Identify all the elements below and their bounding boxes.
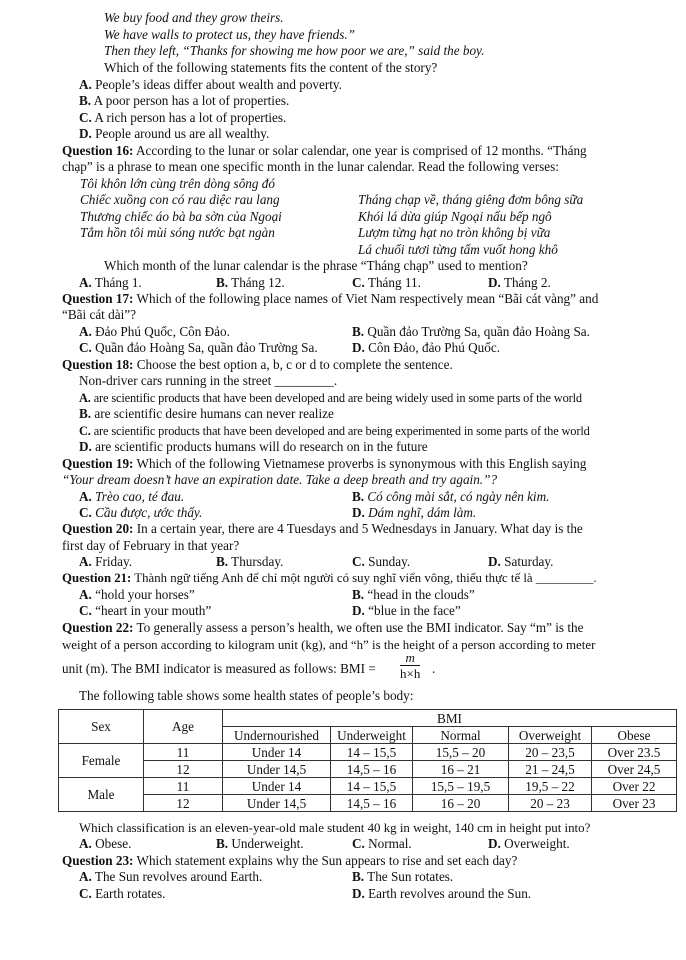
table-cell: 14 – 15,5: [331, 744, 413, 761]
table-cell: 16 – 21: [413, 761, 509, 778]
verse-left: Thương chiếc áo bà ba sờn của Ngoại: [80, 209, 282, 224]
verse-right: Lượm từng hạt no tròn không bị vữa: [358, 225, 551, 240]
table-cell: Over 23: [592, 795, 677, 812]
bmi-table: [58, 709, 677, 812]
table-cell: Under 14: [223, 778, 331, 795]
header-bmi: BMI: [223, 710, 677, 727]
table-row: [59, 778, 677, 795]
question-18-line1: Question 18: Choose the best option a, b, c or d to complete the sentence.: [62, 357, 453, 372]
table-cell: Under 14,5: [223, 795, 331, 812]
option-c[interactable]: C. Cầu được, ước thấy.: [79, 505, 203, 520]
table-cell: Over 23.5: [592, 744, 677, 761]
bmi-formula-fraction: [400, 650, 420, 681]
header-obese: Obese: [592, 727, 677, 744]
question-stem: Non-driver cars running in the street _________.: [79, 373, 338, 388]
question-label: Question 16:: [62, 143, 134, 158]
option-a[interactable]: A. “hold your horses”: [79, 587, 195, 602]
header-normal: Normal: [413, 727, 509, 744]
table-cell: 20 – 23,5: [509, 744, 592, 761]
question-19-line2: “Your dream doesn’t have an expiration date. Take a deep breath and try again.”?: [62, 472, 498, 487]
formula-denominator: h×h: [400, 666, 421, 681]
sex-cell: Female: [59, 744, 144, 778]
table-cell: 14,5 – 16: [331, 795, 413, 812]
option-c[interactable]: C. Earth rotates.: [79, 886, 166, 901]
option-c[interactable]: C. Sunday.: [352, 554, 411, 569]
option-a[interactable]: A. Trèo cao, té đau.: [79, 489, 185, 504]
table-intro: The following table shows some health states of people’s body:: [79, 688, 414, 703]
question-22-line2: weight of a person according to kilogram unit (kg), and “h” is the height of a person according to meter: [62, 638, 596, 652]
option-d[interactable]: D. People around us are all wealthy.: [79, 126, 270, 141]
question-label: Question 17:: [62, 291, 134, 306]
question-label: Question 22:: [62, 620, 134, 635]
verse-left: Tôi khôn lớn cùng trên dòng sông đó: [80, 176, 275, 191]
table-cell: 20 – 23: [509, 795, 592, 812]
verse-right: Tháng chạp về, tháng giêng đơm bông sữa: [358, 192, 584, 207]
question-19-line1: Question 19: Which of the following Vietnamese proverbs is synonymous with this English saying: [62, 456, 587, 471]
table-cell: Over 24,5: [592, 761, 677, 778]
table-cell: Under 14,5: [223, 761, 331, 778]
option-d[interactable]: D. are scientific products humans will do research on in the future: [79, 439, 428, 454]
question-21-line1: Question 21: Thành ngữ tiếng Anh để chỉ một người có suy nghĩ viển vông, thiếu thực tế là _________.: [62, 571, 597, 585]
question-20-line2: first day of February in that year?: [62, 538, 240, 553]
option-d[interactable]: D. Overweight.: [488, 836, 570, 851]
option-a[interactable]: A. The Sun revolves around Earth.: [79, 869, 263, 884]
table-cell: 15,5 – 19,5: [413, 778, 509, 795]
table-cell: 19,5 – 22: [509, 778, 592, 795]
question-label: Question 19:: [62, 456, 134, 471]
question-prompt: Which of the following statements fits the content of the story?: [104, 60, 438, 75]
verse-right: Lá chuối tươi từng tấm vuốt hong khô: [358, 242, 558, 257]
table-row: [59, 761, 677, 778]
option-c[interactable]: C. Normal.: [352, 836, 412, 851]
question-prompt: Which classification is an eleven-year-old male student 40 kg in weight, 140 cm in height put into?: [79, 821, 591, 835]
option-b[interactable]: B. Tháng 12.: [216, 275, 285, 290]
option-a[interactable]: A. Friday.: [79, 554, 132, 569]
question-16-line2: chạp” is a phrase to mean one specific month in the lunar calendar. Read the following verses:: [62, 159, 559, 174]
option-b[interactable]: B. A poor person has a lot of properties.: [79, 93, 290, 108]
verse-left: Chiếc xuồng con có rau diệc rau lang: [80, 192, 280, 207]
question-22-line3: unit (m). The BMI indicator is measured as follows: BMI =: [62, 661, 376, 676]
table-cell: 14,5 – 16: [331, 761, 413, 778]
table-cell: Over 22: [592, 778, 677, 795]
story-line: Then they left, “Thanks for showing me how poor we are,” said the boy.: [104, 43, 485, 58]
table-header-row: [59, 710, 677, 727]
table-row: [59, 795, 677, 812]
option-d[interactable]: D. “blue in the face”: [352, 603, 461, 618]
option-b[interactable]: B. The Sun rotates.: [352, 869, 454, 884]
question-label: Question 18:: [62, 357, 134, 372]
option-d[interactable]: D. Saturday.: [488, 554, 554, 569]
table-cell: 15,5 – 20: [413, 744, 509, 761]
option-c[interactable]: C. are scientific products that have been developed and are being experimented in some parts of the world: [79, 424, 590, 438]
table-cell: 16 – 20: [413, 795, 509, 812]
header-overweight: Overweight: [509, 727, 592, 744]
option-d[interactable]: D. Tháng 2.: [488, 275, 551, 290]
header-undernourished: Undernourished: [223, 727, 331, 744]
option-b[interactable]: B. Thursday.: [216, 554, 284, 569]
age-cell: 12: [144, 795, 223, 812]
question-20-line1: Question 20: In a certain year, there are 4 Tuesdays and 5 Wednesdays in January. What day is the: [62, 521, 583, 536]
option-d[interactable]: D. Earth revolves around the Sun.: [352, 886, 532, 901]
verse-right: Khói lá dừa giúp Ngoại nấu bếp ngô: [358, 209, 552, 224]
question-16-line1: Question 16: According to the lunar or solar calendar, one year is comprised of 12 months. “Tháng: [62, 143, 587, 158]
age-cell: 12: [144, 761, 223, 778]
option-c[interactable]: C. Quần đảo Hoàng Sa, quần đảo Trường Sa.: [79, 340, 318, 355]
question-17-line2: “Bãi cát dài”?: [62, 307, 136, 322]
option-a[interactable]: A. Obese.: [79, 836, 132, 851]
question-17-line1: Question 17: Which of the following place names of Viet Nam respectively mean “Bãi cát vàng” and: [62, 291, 599, 306]
header-sex: Sex: [59, 710, 144, 744]
age-cell: 11: [144, 778, 223, 795]
question-22-line1: Question 22: To generally assess a person’s health, we often use the BMI indicator. Say “m” is the: [62, 620, 584, 635]
question-label: Question 21:: [62, 571, 132, 585]
option-c[interactable]: C. A rich person has a lot of properties.: [79, 110, 287, 125]
table-cell: Under 14: [223, 744, 331, 761]
question-label: Question 20:: [62, 521, 134, 536]
formula-numerator: m: [400, 650, 420, 666]
header-age: Age: [144, 710, 223, 744]
sex-cell: Male: [59, 778, 144, 812]
header-underweight: Underweight: [331, 727, 413, 744]
table-cell: 14 – 15,5: [331, 778, 413, 795]
question-label: Question 23:: [62, 853, 134, 868]
question-prompt: Which month of the lunar calendar is the phrase “Tháng chạp” used to mention?: [104, 258, 528, 273]
age-cell: 11: [144, 744, 223, 761]
option-b[interactable]: B. “head in the clouds”: [352, 587, 475, 602]
verse-left: Tắm hồn tôi mùi sóng nước bạt ngàn: [80, 225, 275, 240]
option-d[interactable]: D. Côn Đảo, đảo Phú Quốc.: [352, 340, 500, 355]
option-c[interactable]: C. Tháng 11.: [352, 275, 421, 290]
question-23-line1: Question 23: Which statement explains why the Sun appears to rise and set each day?: [62, 853, 518, 868]
formula-end: .: [432, 661, 436, 676]
option-c[interactable]: C. “heart in your mouth”: [79, 603, 212, 618]
option-a[interactable]: A. People’s ideas differ about wealth and poverty.: [79, 77, 342, 92]
option-b[interactable]: B. Có công mài sắt, có ngày nên kim.: [352, 489, 550, 504]
option-b[interactable]: B. are scientific desire humans can never realize: [79, 406, 334, 421]
option-d[interactable]: D. Dám nghĩ, dám làm.: [352, 505, 477, 520]
option-a[interactable]: A. are scientific products that have been developed and are being widely used in some parts of the world: [79, 391, 582, 405]
table-row: [59, 744, 677, 761]
story-line: We have walls to protect us, they have friends.”: [104, 27, 356, 42]
table-cell: 21 – 24,5: [509, 761, 592, 778]
option-a[interactable]: A. Tháng 1.: [79, 275, 142, 290]
option-b[interactable]: B. Quần đảo Trường Sa, quần đảo Hoàng Sa.: [352, 324, 590, 339]
option-a[interactable]: A. Đảo Phú Quốc, Côn Đảo.: [79, 324, 230, 339]
story-line: We buy food and they grow theirs.: [104, 10, 284, 25]
option-b[interactable]: B. Underweight.: [216, 836, 304, 851]
